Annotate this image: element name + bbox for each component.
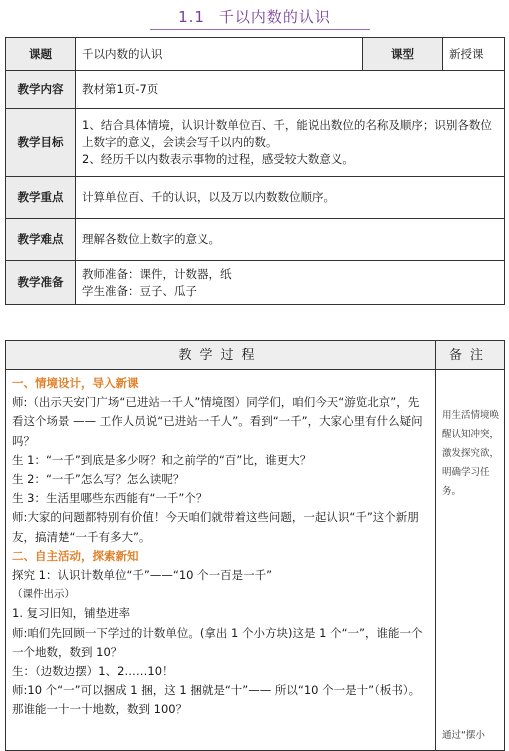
- teaching-process-table: [5, 340, 505, 751]
- paragraph: 生：（边数边摆）1、2……10！: [12, 664, 174, 679]
- paragraph: 师:（出示天安门广场“已进站一千人”情境图）同学们，咱们今天“游览北京”，先看这个场景 —— 工作人员说“已进站一千人”。看到“一千”，大家心里有什么疑问吗？: [12, 395, 423, 448]
- prep-student: 学生准备：豆子、瓜子: [82, 283, 197, 298]
- paragraph: （课件出示）: [12, 588, 75, 601]
- paragraph: 师:咱们先回顾一下学过的计数单位。(拿出 1 个小方块)这是 1 个“一”，谁能一个一个地数，数到 10？: [12, 625, 423, 659]
- type-value: 新授课: [443, 38, 505, 71]
- paragraph: 师:10 个“一”可以捆成 1 捆，这 1 捆就是“十”—— 所以“10 个一是十”（板书）。那谁能一十一十地数，数到 100？: [12, 683, 421, 717]
- process-header: 教学过程: [6, 341, 436, 370]
- note-1: 用生活情境唤醒认知冲突，激发探究欲，明确学习任务。: [442, 410, 500, 497]
- difficulty-label: 教学难点: [6, 219, 76, 261]
- goals-value: [76, 109, 505, 177]
- prep-value: [76, 261, 505, 305]
- lesson-label: 课题: [6, 38, 76, 71]
- content-value: 教材第1页-7页: [76, 71, 505, 109]
- process-body: [6, 370, 436, 751]
- difficulty-value: 理解各数位上数字的意义。: [76, 219, 505, 261]
- type-label: 课型: [363, 38, 443, 71]
- notes-header: 备注: [436, 341, 505, 370]
- goal-2: 2、经历千以内数表示事物的过程，感受较大数意义。: [82, 152, 354, 166]
- prep-label: 教学准备: [6, 261, 76, 305]
- paragraph: 1. 复习旧知，铺垫进率: [12, 606, 131, 621]
- lesson-value: 千以内数的认识: [76, 38, 363, 71]
- section-heading-2: 二、自主活动，探索新知: [12, 548, 139, 563]
- paragraph: 探究 1：认识计数单位“千”——“10 个一百是一千”: [12, 568, 273, 583]
- paragraph: 生 1：“一千”到底是多少呀？和之前学的“百”比，谁更大？: [12, 452, 312, 467]
- key-value: 计算单位百、千的认识，以及万以内数数位顺序。: [76, 177, 505, 219]
- note-2: 通过“摆小: [442, 730, 485, 741]
- key-label: 教学重点: [6, 177, 76, 219]
- lesson-info-table: [5, 37, 505, 305]
- paragraph: 生 2：“一千”怎么写？怎么读呢？: [12, 472, 185, 487]
- title-underline: [150, 29, 370, 30]
- section-number: 1.1: [178, 8, 205, 26]
- paragraph: 师:大家的问题都特别有价值！今天咱们就带着这些问题，一起认识“千”这个新朋友，搞清楚“一千有多大”。: [12, 510, 419, 544]
- prep-teacher: 教师准备：课件，计数器，纸: [82, 266, 232, 281]
- section-heading-1: 一、情境设计，导入新课: [12, 376, 139, 390]
- title-text: 千以内数的认识: [218, 8, 331, 26]
- goals-label: 教学目标: [6, 109, 76, 177]
- goal-1: 1、结合具体情境，认识计数单位百、千，能说出数位的名称及顺序；识别各数位上数字的意义，会读会写千以内的数。: [82, 118, 492, 149]
- paragraph: 生 3：生活里哪些东西能有“一千”个？: [12, 491, 208, 506]
- notes-column: [436, 370, 505, 751]
- document-title: [0, 6, 509, 27]
- content-label: 教学内容: [6, 71, 76, 109]
